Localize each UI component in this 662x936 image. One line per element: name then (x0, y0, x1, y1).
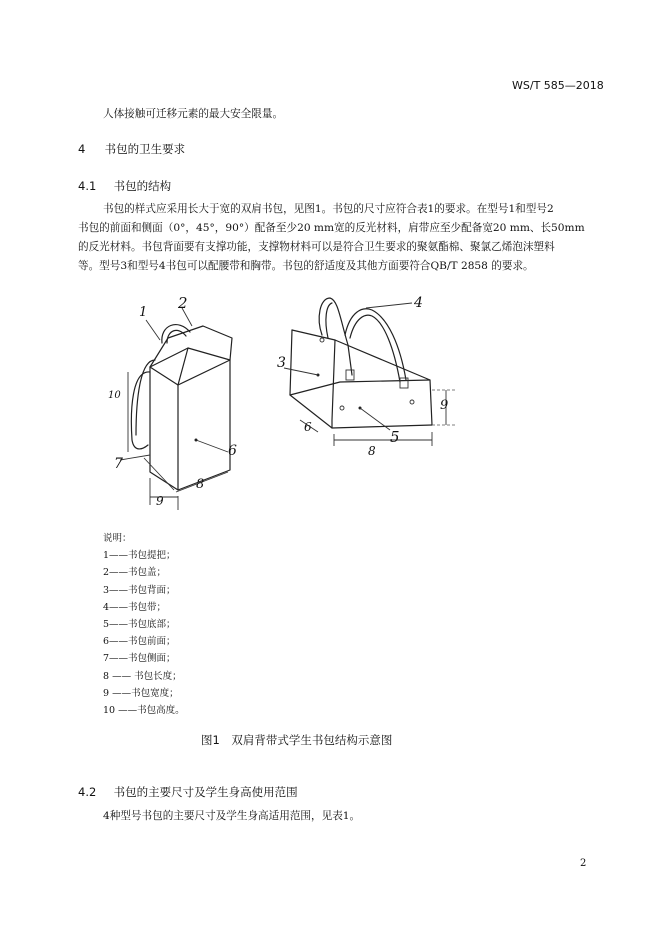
figure-left-label-7: 7 (114, 456, 123, 472)
legend-item: 4——书包带； (103, 601, 167, 613)
figure-left-label-10: 10 (108, 390, 121, 401)
paragraph-line: 书包的样式应采用长大于宽的双肩书包，见图1。书包的尺寸应符合表1的要求。在型号1和型号2 (103, 203, 554, 215)
section-4-1-title: 书包的结构 (113, 179, 172, 193)
paragraph-line: 等。型号3和型号4书包可以配腰带和胸带。书包的舒适度及其他方面要符合QB/T 2858 的要求。 (78, 260, 534, 272)
figure-right-label-4: 4 (414, 295, 423, 311)
figure-left-label-2: 2 (178, 294, 188, 312)
legend-item: 2——书包盖； (103, 567, 167, 579)
legend-item: 10 ——书包高度。 (103, 705, 185, 717)
figure-left-label-9: 9 (156, 494, 164, 508)
legend-item: 3——书包背面； (103, 584, 176, 596)
paragraph-line: 书包的前面和侧面（0°，45°，90°）配备至少20 mm宽的反光材料，肩带应至少配备宽20 mm、长50mm (78, 222, 585, 234)
figure-legend (103, 530, 185, 719)
figure-right-label-5: 5 (390, 428, 400, 446)
section-4-number: 4 (78, 142, 86, 156)
section-4-2-number: 4.2 (78, 785, 97, 799)
legend-title: 说明： (103, 533, 132, 544)
figure-left-label-1: 1 (139, 305, 148, 320)
legend-item: 9 ——书包宽度； (103, 687, 179, 699)
legend-item: 5——书包底部； (103, 619, 176, 631)
figure-right-label-3: 3 (277, 355, 286, 371)
standard-number-header: WS/T 585—2018 (512, 79, 604, 92)
section-4-title: 书包的卫生要求 (104, 142, 186, 156)
page-number: 2 (580, 858, 587, 869)
figure-right-label-8: 8 (368, 444, 376, 458)
figure-1-caption: 图1 双肩背带式学生书包结构示意图 (201, 733, 393, 747)
section-4-2-paragraph: 4种型号书包的主要尺寸及学生身高适用范围，见表1。 (103, 810, 361, 822)
figure-right-label-9: 9 (440, 398, 449, 413)
section-4-1-number: 4.1 (78, 179, 97, 193)
section-4-2-heading (78, 784, 298, 800)
figure-right-label-6: 6 (304, 420, 312, 434)
legend-item: 8 —— 书包长度； (103, 670, 182, 682)
section-4-2-title: 书包的主要尺寸及学生身高使用范围 (113, 785, 298, 799)
legend-item: 6——书包前面； (103, 636, 176, 648)
intro-continuation-text: 人体接触可迁移元素的最大安全限量。 (103, 108, 284, 120)
legend-item: 1——书包提把； (103, 550, 176, 562)
legend-item: 7——书包侧面； (103, 653, 176, 665)
figure-left-label-8: 8 (196, 477, 205, 492)
paragraph-line: 的反光材料。书包背面要有支撑功能，支撑物材料可以是符合卫生要求的聚氨酯棉、聚氯乙烯泡沫塑料 (78, 241, 555, 253)
figure-left-label-6: 6 (228, 443, 237, 459)
